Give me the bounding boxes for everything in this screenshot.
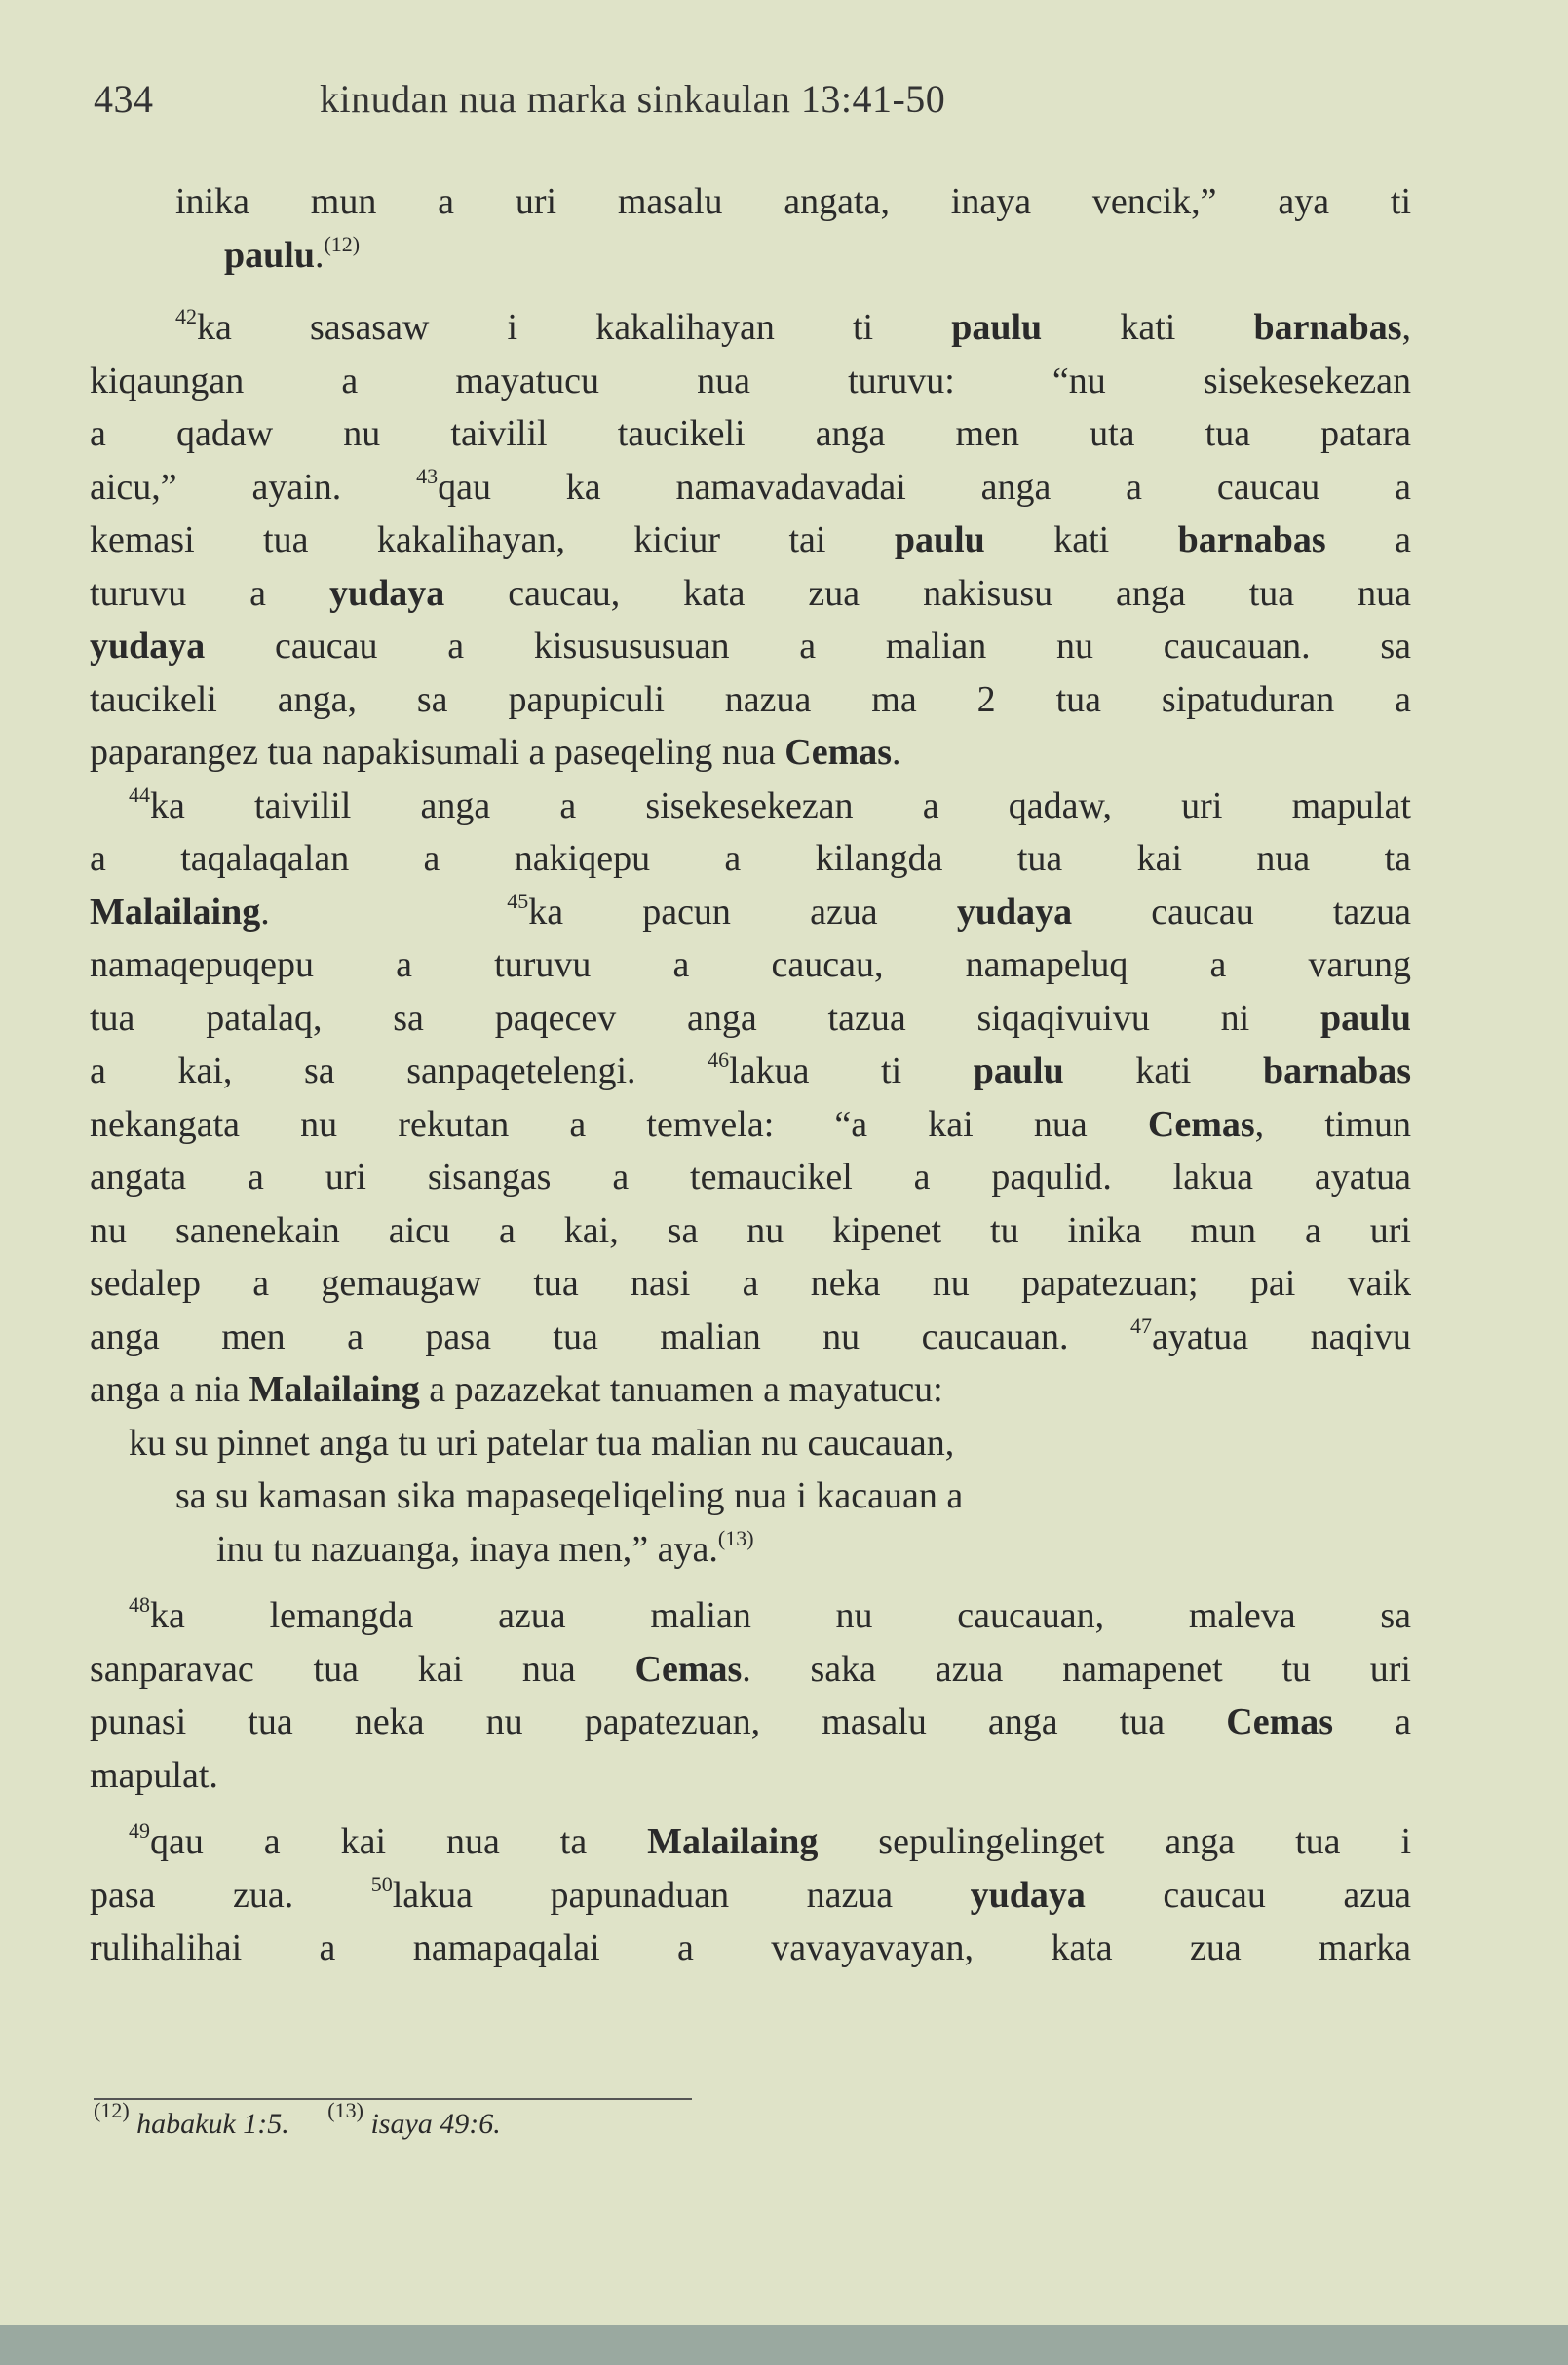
text-line: aicu,” ayain. $^{43}$qau ka namavadavadai anga a caucau a	[90, 463, 1411, 508]
text-line: kemasi tua kakalihayan, kiciur tai paulu kati barnabas a	[90, 519, 1412, 560]
text-line: $^{44}$ka taivilil anga a sisekesekezan a qadaw, uri mapulat	[129, 782, 1411, 826]
quote-line: sa su kamasan sika mapaseqeliqeling nua i kacauan a	[175, 1475, 964, 1516]
text-line: a taqalaqalan a nakiqepu a kilangda tua kai nua ta	[90, 838, 1411, 879]
text-line: angata a uri sisangas a temaucikel a paqulid. lakua ayatua	[90, 1157, 1411, 1198]
page-number: 434	[94, 77, 154, 121]
text-line: taucikeli anga, sa papupiculi nazua ma 2 tua sipatuduran a	[90, 678, 1411, 720]
page-edge	[0, 2325, 1568, 2365]
text-line: Malailaing. $^{45}$ka pacun azua yudaya caucau tazua	[90, 888, 1412, 933]
text-line: rulihalihai a namapaqalai a vavayavayan, kata zua marka	[90, 1927, 1411, 1968]
text-line: sedalep a gemaugaw tua nasi a neka nu papatezuan; pai vaik	[90, 1263, 1411, 1304]
page-header	[94, 76, 1409, 134]
text-line: $^{42}$ka sasasaw i kakalihayan ti paulu kati barnabas,	[175, 304, 1412, 348]
text-line: tua patalaq, sa paqecev anga tazua siqaqivuivu ni paulu	[90, 997, 1411, 1039]
text-line: a kai, sa sanpaqetelengi. $^{46}$lakua ti paulu kati barnabas	[90, 1048, 1412, 1091]
verse-number: 42	[175, 304, 197, 328]
spacer	[90, 1802, 1411, 1815]
text-line: mapulat.	[90, 1754, 218, 1796]
quote-line: ku su pinnet anga tu uri patelar tua malian nu caucauan,	[129, 1422, 955, 1464]
footnotes	[94, 2098, 501, 2141]
text-line: nekangata nu rekutan a temvela: “a kai nua Cemas, timun	[90, 1103, 1411, 1145]
verse-number: 43	[416, 463, 439, 488]
text-line: paulu.$^{(12)}$	[224, 231, 361, 276]
text-line: $^{49}$qau a kai nua ta Malailaing sepulingelinget anga tua i	[129, 1818, 1412, 1862]
text-line: yudaya caucau a kisusususuan a malian nu caucauan. sa	[90, 626, 1411, 667]
verse-number: 46	[708, 1048, 730, 1072]
footnote-1: $^{(12)}$ habakuk 1:5.	[94, 2098, 289, 2140]
footnote-marker: (13)	[717, 1525, 754, 1550]
quote-line: inu tu nazuanga, inaya men,” aya.$^{(13)}$	[216, 1525, 754, 1570]
text-line: pasa zua. $^{50}$lakua papunaduan nazua yudaya caucau azua	[90, 1871, 1411, 1916]
spacer	[90, 1576, 1411, 1589]
text-line: a qadaw nu taivilil taucikeli anga men uta tua patara	[90, 413, 1411, 454]
footnote-marker: (12)	[324, 231, 361, 256]
text-line: sanparavac tua kai nua Cemas. saka azua namapenet tu uri	[90, 1648, 1411, 1690]
verse-number: 44	[129, 782, 150, 807]
text-line: kiqaungan a mayatucu nua turuvu: “nu sisekesekezan	[90, 360, 1411, 401]
verse-number: 50	[370, 1871, 393, 1896]
footnote-divider	[94, 2098, 692, 2100]
text-line: nu sanenekain aicu a kai, sa nu kipenet tu inika mun a uri	[90, 1209, 1411, 1251]
text-line: $^{48}$ka lemangda azua malian nu caucauan, maleva sa	[129, 1592, 1411, 1636]
text-line: turuvu a yudaya caucau, kata zua nakisusu anga tua nua	[90, 572, 1411, 614]
text-line: paparangez tua napakisumali a paseqeling nua Cemas.	[90, 732, 901, 773]
verse-number: 48	[129, 1592, 150, 1617]
running-title: kinudan nua marka sinkaulan 13:41-50	[320, 77, 946, 121]
text-line: anga a nia Malailaing a pazazekat tanuamen a mayatucu:	[90, 1369, 943, 1410]
verse-number: 49	[129, 1818, 150, 1843]
text-line: anga men a pasa tua malian nu caucauan. $^{47}$ayatua naqivu	[90, 1313, 1412, 1357]
text-line: namaqepuqepu a turuvu a caucau, namapeluq a varung	[90, 944, 1411, 985]
text-line: inika mun a uri masalu angata, inaya vencik,” aya ti	[175, 181, 1411, 222]
verse-number: 47	[1129, 1313, 1152, 1338]
footnote-2: $^{(13)}$ isaya 49:6.	[327, 2098, 501, 2140]
spacer	[90, 282, 1411, 301]
text-line: punasi tua neka nu papatezuan, masalu anga tua Cemas a	[90, 1701, 1411, 1742]
scripture-text	[90, 175, 1411, 1975]
verse-number: 45	[507, 888, 529, 913]
